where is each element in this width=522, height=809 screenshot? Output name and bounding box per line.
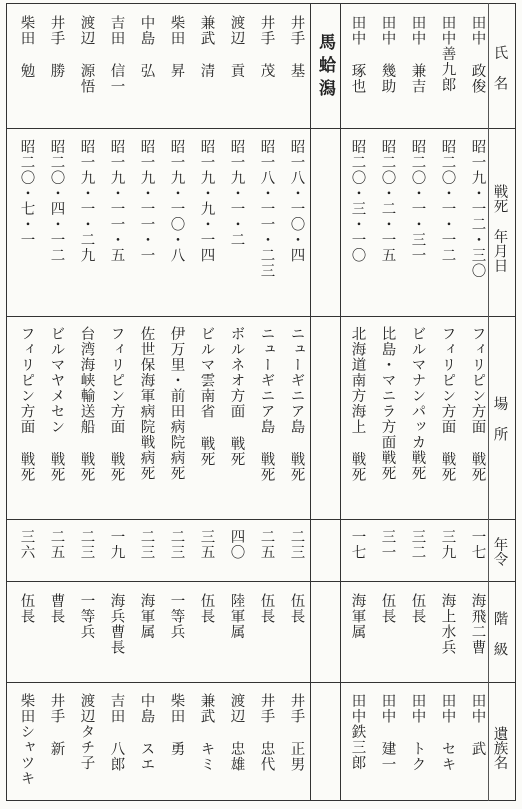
cell-rank: 伍長 [409, 593, 426, 624]
cell-family: 井手 正男 [288, 693, 305, 772]
cell-family: 田中鉄三郎 [349, 693, 366, 771]
cell-date: 昭二〇・四・一二 [48, 139, 65, 263]
cell-age: 二五 [48, 529, 65, 560]
cell-date: 昭一八・一一・二三 [258, 139, 275, 279]
cell-date: 昭一九・一一・一 [138, 139, 155, 263]
cell-place: フィリピン方面 戦死 [18, 326, 35, 483]
cell-age: 一七 [469, 529, 486, 560]
cell-age: 三六 [18, 529, 35, 560]
cell-family: 柴田 勇 [168, 693, 185, 757]
cell-family: 兼武 キミ [198, 693, 215, 772]
cell-family: 田中 武 [469, 693, 486, 757]
header-name: 氏 名 [491, 44, 508, 90]
cell-date: 昭二〇・七・一 [18, 139, 35, 248]
cell-family: 井手 新 [48, 693, 65, 757]
cell-rank: 海兵曹長 [108, 593, 125, 655]
cell-name: 吉田 信一 [108, 15, 125, 94]
cell-rank: 伍長 [198, 593, 215, 624]
cell-rank: 海飛二曹 [469, 593, 486, 655]
cell-rank: 海上水兵 [439, 593, 456, 655]
cell-name: 柴田 勉 [18, 15, 35, 79]
cell-family: 田中 トク [409, 693, 426, 772]
cell-rank: 陸軍属 [228, 593, 245, 640]
row-separator [6, 682, 516, 683]
cell-name: 兼武 清 [198, 15, 215, 79]
cell-age: 四〇 [228, 529, 245, 560]
cell-rank: 伍長 [288, 593, 305, 624]
row-separator [6, 316, 516, 317]
cell-family: 中島 スエ [138, 693, 155, 772]
cell-family: 渡辺 忠雄 [228, 693, 245, 772]
cell-place: フィリピン方面 戦死 [469, 326, 486, 483]
cell-age: 三五 [198, 529, 215, 560]
cell-place: フィリピン方面 戦死 [439, 326, 456, 483]
cell-age: 一七 [349, 529, 366, 560]
cell-name: 井手 基 [288, 15, 305, 79]
header-date: 戦死 年月日 [491, 183, 508, 273]
cell-rank: 伍長 [379, 593, 396, 624]
section-title: 馬蛤潟 [315, 33, 335, 102]
cell-family: 渡辺タチ子 [78, 693, 95, 771]
row-separator [6, 519, 516, 520]
cell-place: ビルマヤメセン 戦死 [48, 326, 65, 483]
cell-age: 三九 [439, 529, 456, 560]
header-family: 遺族名 [491, 726, 508, 770]
cell-date: 昭一九・一〇・八 [168, 139, 185, 263]
cell-age: 三一 [379, 529, 396, 560]
cell-age: 二五 [258, 529, 275, 560]
cell-rank: 一等兵 [168, 593, 185, 640]
cell-rank: 一等兵 [78, 593, 95, 640]
cell-place: 台湾海峡輸送船 戦死 [78, 326, 95, 483]
cell-date: 昭二〇・三・一〇 [349, 139, 366, 263]
cell-name: 田中 幾助 [379, 15, 396, 94]
cell-age: 一九 [108, 529, 125, 560]
cell-place: 比島・マニラ方面戦死 [379, 326, 396, 481]
cell-family: 柴田シャツキ [18, 693, 35, 786]
cell-date: 昭一八・一〇・四 [288, 139, 305, 263]
cell-age: 二三 [288, 529, 305, 560]
cell-date: 昭一九・九・一四 [198, 139, 215, 263]
cell-name: 田中 琢也 [349, 15, 366, 94]
cell-family: 吉田 八郎 [108, 693, 125, 772]
cell-date: 昭一九・一二・三〇 [469, 139, 486, 279]
cell-family: 井手 忠代 [258, 693, 275, 772]
cell-family: 田中 セキ [439, 693, 456, 772]
cell-place: ボルネオ方面 戦死 [228, 326, 245, 467]
cell-name: 中島 弘 [138, 15, 155, 79]
cell-name: 田中 兼吉 [409, 15, 426, 94]
header-place: 場 所 [491, 395, 508, 441]
cell-rank: 海軍属 [138, 593, 155, 640]
section-divider [310, 3, 311, 801]
cell-name: 田中善九郎 [439, 15, 456, 93]
cell-age: 二三 [168, 529, 185, 560]
cell-date: 昭一九・一・二 [228, 139, 245, 248]
row-separator [6, 581, 516, 582]
cell-place: ビルマナンパッカ戦死 [409, 326, 426, 481]
cell-age: 二三 [78, 529, 95, 560]
cell-place: 佐世保海軍病院戦病死 [138, 326, 155, 481]
cell-date: 昭二〇・二・一五 [379, 139, 396, 263]
cell-place: ニューギニア島 戦死 [288, 326, 305, 483]
cell-place: ビルマ雲南省 戦死 [198, 326, 215, 467]
cell-name: 田中 政俊 [469, 15, 486, 94]
cell-rank: 伍長 [18, 593, 35, 624]
cell-name: 渡辺 貢 [228, 15, 245, 79]
cell-date: 昭二〇・一・一二 [439, 139, 456, 263]
cell-place: 北海道南方海上 戦死 [349, 326, 366, 483]
cell-family: 田中 建一 [379, 693, 396, 772]
header-divider [488, 3, 489, 801]
section-divider [340, 3, 341, 801]
cell-age: 三二 [409, 529, 426, 560]
row-separator [6, 128, 516, 129]
cell-place: ニューギニア島 戦死 [258, 326, 275, 483]
cell-date: 昭一九・一一・五 [108, 139, 125, 263]
cell-place: 伊万里・前田病院病死 [168, 326, 185, 481]
cell-place: フィリピン方面 戦死 [108, 326, 125, 483]
cell-date: 昭一九・一・二九 [78, 139, 95, 263]
cell-age: 二三 [138, 529, 155, 560]
casualty-table [6, 3, 516, 801]
cell-name: 渡辺 源悟 [78, 15, 95, 94]
cell-rank: 伍長 [258, 593, 275, 624]
cell-name: 井手 茂 [258, 15, 275, 79]
cell-date: 昭二〇・一・三一 [409, 139, 426, 263]
cell-name: 柴田 昇 [168, 15, 185, 79]
cell-rank: 曹長 [48, 593, 65, 624]
cell-name: 井手 勝 [48, 15, 65, 79]
cell-rank: 海軍属 [349, 593, 366, 640]
header-rank: 階 級 [491, 610, 508, 656]
header-age: 年令 [491, 537, 508, 566]
